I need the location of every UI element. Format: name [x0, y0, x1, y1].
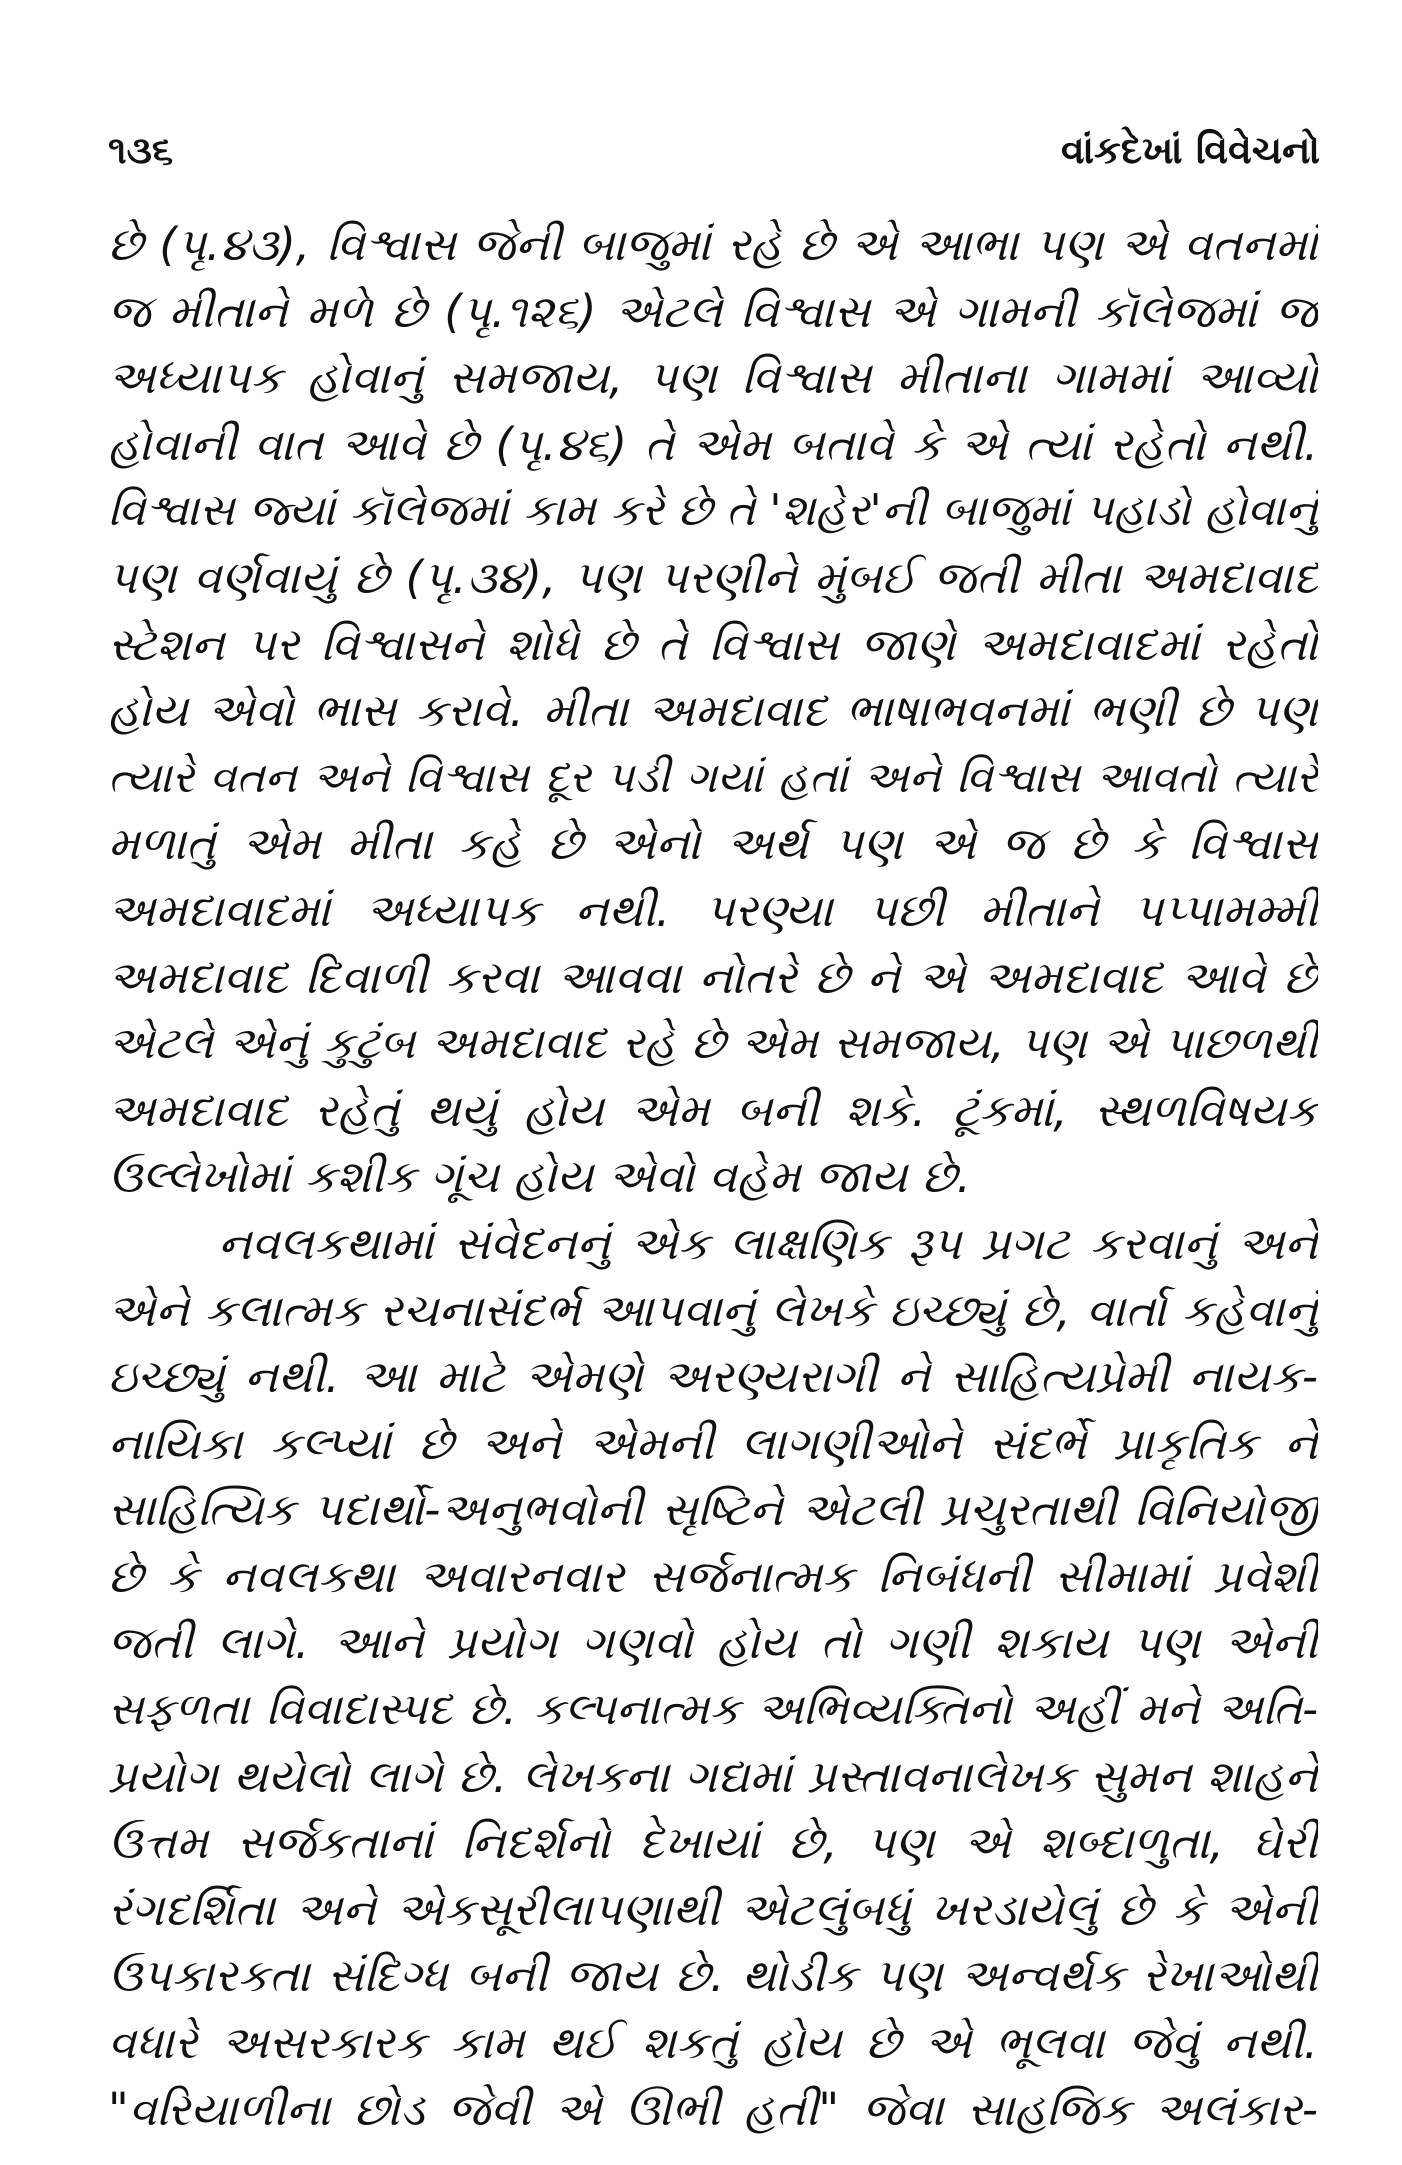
text-line: અમદાવાદ રહેતું થયું હોય એમ બની શકે. ટૂંકમાં, સ્થળવિષયક: [108, 1083, 1318, 1137]
text-line: છે કે નવલકથા અવારનવાર સર્જનાત્મક નિબંધની સીમામાં પ્રવેશી: [108, 1549, 1318, 1603]
text-line: ઇચ્છ્યું નથી. આ માટે એમણે અરણ્યરાગી ને સાહિત્યપ્રેમી નાયક-: [108, 1350, 1318, 1404]
text-line: મળાતું એમ મીતા કહે છે એનો અર્થ પણ એ જ છે કે વિશ્વાસ: [108, 817, 1318, 871]
text-line: છે (પૃ.૪૩), વિશ્વાસ જેની બાજુમાં રહે છે એ આભા પણ એ વતનમાં: [108, 218, 1318, 271]
book-title: વાંકદેખાં વિવેચનો: [1061, 128, 1320, 172]
text-line: વધારે અસરકારક કામ થઈ શકતું હોય છે એ ભૂલવા જેવું નથી.: [108, 2016, 1318, 2070]
text-line: સફળતા વિવાદાસ્પદ છે. કલ્પનાત્મક અભિવ્યક્તિનો અહીં મને અતિ-: [108, 1684, 1318, 1736]
text-line: ઉત્તમ સર્જકતાનાં નિદર્શનો દેખાયાં છે, પણ એ શબ્દાળુતા, ઘેરી: [108, 1816, 1318, 1870]
text-line: અમદાવાદ દિવાળી કરવા આવવા નોતરે છે ને એ અમદાવાદ આવે છે: [108, 950, 1318, 1004]
text-line: ઉલ્લેખોમાં કશીક ગૂંચ હોય એવો વહેમ જાય છે.: [108, 1150, 971, 1204]
text-line: એટલે એનું કુટુંબ અમદાવાદ રહે છે એમ સમજાય, પણ એ પાછળથી: [108, 1018, 1318, 1070]
text-line: સાહિત્યિક પદાર્થો-અનુભવોની સૃષ્ટિને એટલી પ્રચુરતાથી વિનિયોજી: [108, 1483, 1318, 1537]
text-line: જ મીતાને મળે છે (પૃ.૧૨૬) એટલે વિશ્વાસ એ ગામની કૉલેજમાં જ: [108, 284, 1318, 338]
page-number: ૧૩૬: [108, 128, 174, 172]
text-line: એને કલાત્મક રચનાસંદર્ભ આપવાનું લેખકે ઇચ્છ્યું છે, વાર્તા કહેવાનું: [108, 1283, 1318, 1337]
text-line: હોવાની વાત આવે છે (પૃ.૪૬) તે એમ બતાવે કે એ ત્યાં રહેતો નથી.: [108, 417, 1318, 471]
body-text: [108, 212, 1318, 2143]
text-line: જતી લાગે. આને પ્રયોગ ગણવો હોય તો ગણી શકાય પણ એની: [108, 1616, 1318, 1670]
text-line: રંગદર્શિતા અને એકસૂરીલાપણાથી એટલુંબધું ખરડાયેલું છે કે એની: [108, 1882, 1318, 1936]
text-line: પ્રયોગ થયેલો લાગે છે. લેખકના ગદ્યમાં પ્રસ્તાવનાલેખક સુમન શાહને: [108, 1749, 1318, 1803]
text-line: "વરિયાળીના છોડ જેવી એ ઊભી હતી" જેવા સાહજિક અલંકાર-: [108, 2082, 1318, 2136]
text-line: સ્ટેશન પર વિશ્વાસને શોધે છે તે વિશ્વાસ જાણે અમદાવાદમાં રહેતો: [108, 617, 1318, 671]
text-line: ઉપકારકતા સંદિગ્ધ બની જાય છે. થોડીક પણ અન્વર્થક રેખાઓથી: [108, 1949, 1318, 2003]
text-line: પણ વર્ણવાયું છે (પૃ.૩૪), પણ પરણીને મુંબઈ જતી મીતા અમદાવાદ: [108, 550, 1318, 604]
text-line: હોય એવો ભાસ કરાવે. મીતા અમદાવાદ ભાષાભવનમાં ભણી છે પણ: [108, 684, 1318, 738]
text-line: ત્યારે વતન અને વિશ્વાસ દૂર પડી ગયાં હતાં અને વિશ્વાસ આવતો ત્યારે: [108, 752, 1318, 803]
text-line: અમદાવાદમાં અધ્યાપક નથી. પરણ્યા પછી મીતાને પપ્પામમ્મી: [108, 883, 1318, 937]
text-line: વિશ્વાસ જ્યાં કૉલેજમાં કામ કરે છે તે 'શહેર'ની બાજુમાં પહાડો હોવાનું: [108, 485, 1318, 537]
running-head: [108, 128, 1320, 188]
text-line: નાયિકા કલ્પ્યાં છે અને એમની લાગણીઓને સંદર્ભે પ્રાકૃતિક ને: [108, 1416, 1318, 1470]
text-line: અધ્યાપક હોવાનું સમજાય, પણ વિશ્વાસ મીતાના ગામમાં આવ્યો: [108, 351, 1318, 405]
text-line: નવલકથામાં સંવેદનનું એક લાક્ષણિક રૂપ પ્રગટ કરવાનું અને: [218, 1216, 1318, 1270]
